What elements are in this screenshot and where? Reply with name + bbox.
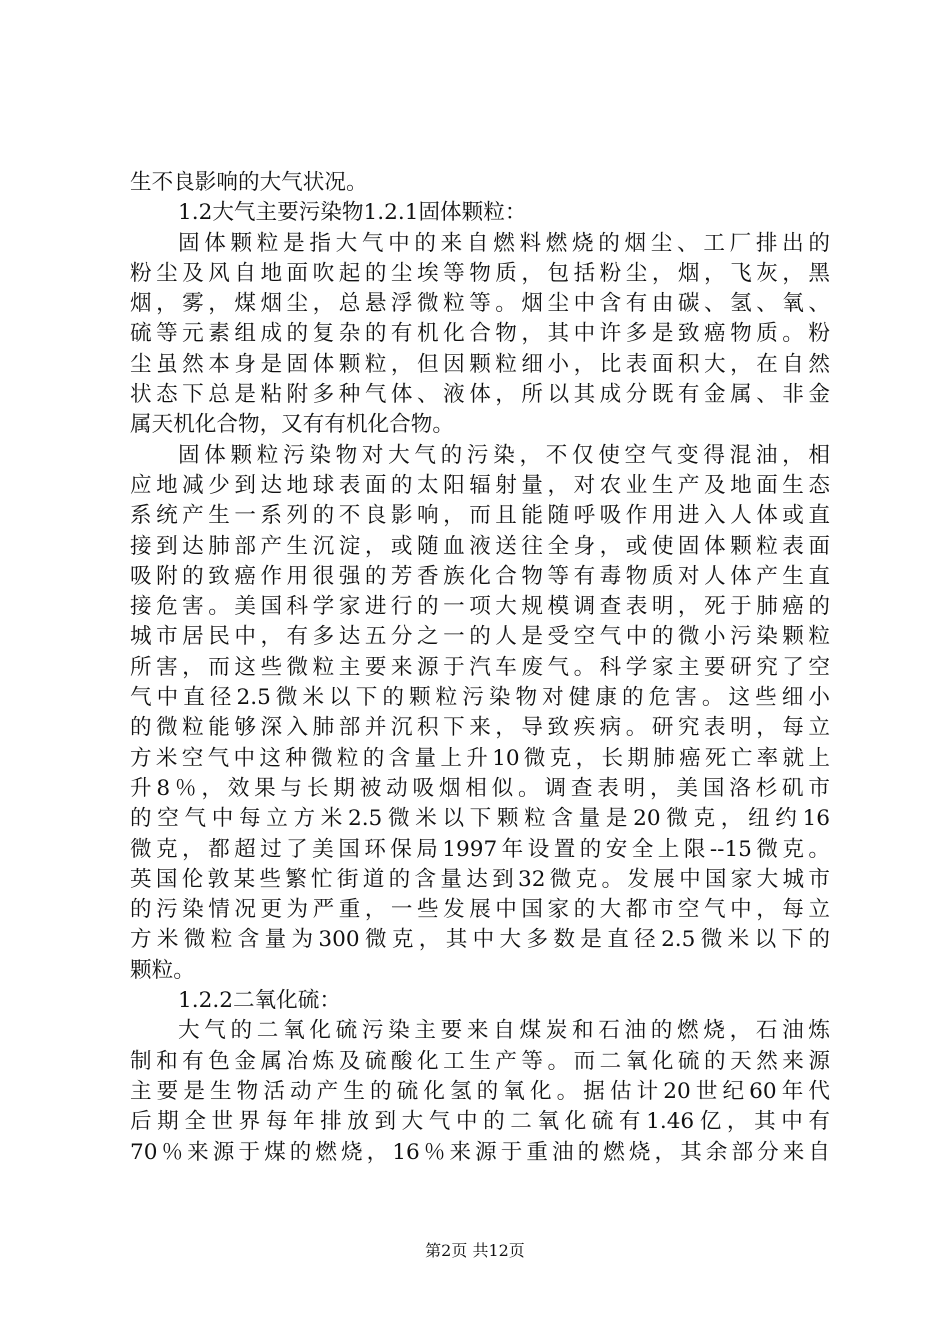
text-line: 粉尘及风自地面吹起的尘埃等物质，包括粉尘，烟，飞灰，黑 (130, 260, 830, 286)
text-line: 固体颗粒是指大气中的来自燃料燃烧的烟尘、工厂排出的 (178, 230, 830, 256)
text-line: 的空气中每立方米2.5微米以下颗粒含量是20微克，纽约16 (130, 806, 830, 832)
text-line: 1.2大气主要污染物1.2.1固体颗粒： (178, 200, 527, 226)
text-line: 方米空气中这种微粒的含量上升10微克，长期肺癌死亡率就上 (130, 745, 830, 771)
text-line: 的微粒能够深入肺部并沉积下来，导致疾病。研究表明，每立 (130, 715, 830, 741)
text-line: 英国伦敦某些繁忙街道的含量达到32微克。发展中国家大城市 (130, 866, 830, 892)
text-line: 70％来源于煤的燃烧，16％来源于重油的燃烧，其余部分来自 (130, 1139, 830, 1165)
page-footer: 第2页 共12页 (425, 1241, 525, 1260)
text-line: 大气的二氧化硫污染主要来自煤炭和石油的燃烧，石油炼 (178, 1018, 830, 1044)
text-line: 应地减少到达地球表面的太阳辐射量，对农业生产及地面生态 (130, 472, 830, 498)
text-line: 的污染情况更为严重，一些发展中国家的大都市空气中，每立 (130, 897, 830, 923)
document-body (130, 168, 830, 1168)
text-line: 气中直径2.5微米以下的颗粒污染物对健康的危害。这些细小 (130, 685, 830, 711)
text-line: 状态下总是粘附多种气体、液体，所以其成分既有金属、非金 (130, 382, 830, 408)
text-line: 固体颗粒污染物对大气的污染，不仅使空气变得混油，相 (178, 442, 830, 468)
text-line: 烟，雾，煤烟尘，总悬浮微粒等。烟尘中含有由碳、氢、氧、 (130, 291, 830, 317)
text-line: 吸附的致癌作用很强的芳香族化合物等有毒物质对人体产生直 (130, 563, 830, 589)
text-line: 生不良影响的大气状况。 (130, 170, 368, 195)
text-line: 硫等元素组成的复杂的有机化合物，其中许多是致癌物质。粉 (130, 321, 830, 347)
text-line: 接到达肺部产生沉淀，或随血液送往全身，或使固体颗粒表面 (130, 533, 830, 559)
text-line: 微克，都超过了美国环保局1997年设置的安全上限--15微克。 (130, 836, 830, 862)
text-line: 升8％，效果与长期被动吸烟相似。调查表明，美国洛杉矶市 (130, 775, 830, 801)
text-line: 主要是生物活动产生的硫化氢的氧化。据估计20世纪60年代 (130, 1078, 830, 1104)
text-line: 所害，而这些微粒主要来源于汽车废气。科学家主要研究了空 (130, 654, 830, 680)
text-line: 后期全世界每年排放到大气中的二氧化硫有1.46亿，其中有 (130, 1109, 830, 1135)
text-line: 尘虽然本身是固体颗粒，但因颗粒细小，比表面积大，在自然 (130, 351, 830, 377)
text-line: 颗粒。 (130, 957, 195, 983)
text-line: 方米微粒含量为300微克，其中大多数是直径2.5微米以下的 (130, 927, 830, 953)
text-line: 接危害。美国科学家进行的一项大规模调查表明，死于肺癌的 (130, 594, 830, 620)
text-line: 系统产生一系列的不良影响，而且能随呼吸作用进入人体或直 (130, 503, 830, 529)
text-line: 城市居民中，有多达五分之一的人是受空气中的微小污染颗粒 (130, 624, 830, 650)
text-line: 1.2.2二氧化硫： (178, 988, 341, 1014)
text-line: 制和有色金属冶炼及硫酸化工生产等。而二氧化硫的天然来源 (130, 1048, 830, 1074)
text-line: 属天机化合物，又有有机化合物。 (130, 412, 454, 438)
